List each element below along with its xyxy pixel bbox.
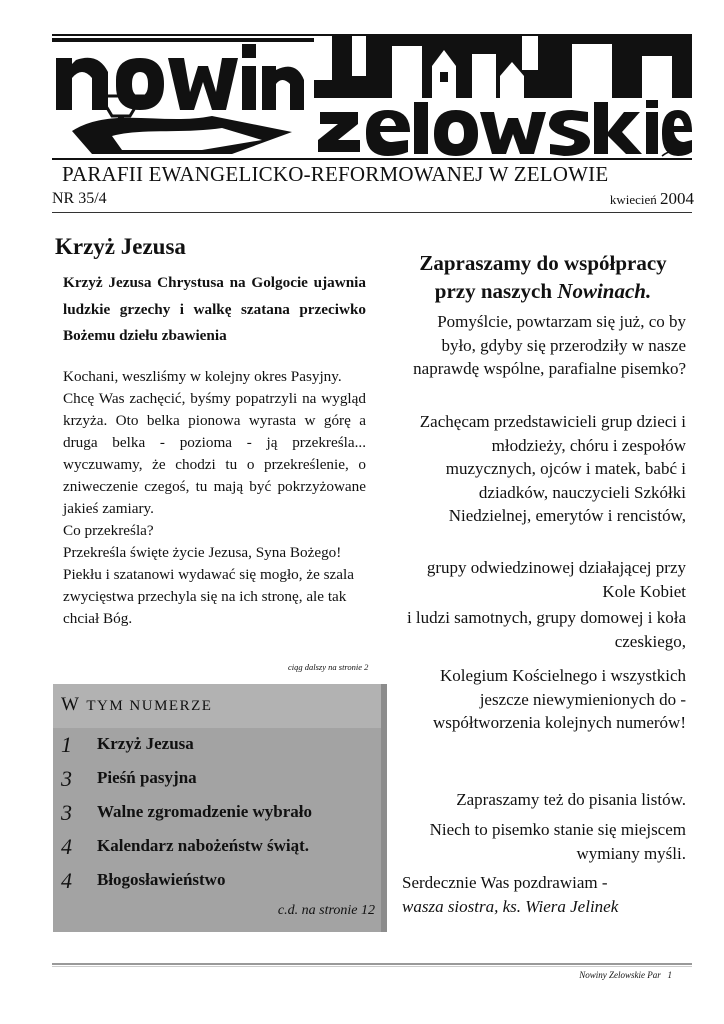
issue-date	[610, 189, 694, 209]
signature: wasza siostra, ks. Wiera Jelinek	[402, 897, 619, 916]
article-paragraph: Przekreśla święte życie Jezusa, Syna Bożego! Piekłu i szatanowi wydawać się mogło, że szala zwycięstwa przechyla się na ich stronę, ale tak chciał Bóg.	[63, 544, 355, 627]
toc-page-number: 3	[61, 766, 72, 791]
footer-rule	[52, 963, 692, 965]
issue-month: kwiecień	[609, 192, 657, 207]
toc-heading-text: TYM NUMERZE	[86, 698, 213, 714]
footer-page: 1	[667, 970, 672, 980]
article-lead: Krzyż Jezusa Chrystusa na Golgocie ujawnia ludzkie grzechy i walkę szatana przeciwko Bożemu dziełu zbawienia	[63, 274, 366, 344]
invite-paragraph: Zapraszamy też do pisania listów.	[456, 790, 686, 809]
toc-item[interactable]	[61, 766, 371, 790]
parish-subtitle: PARAFII EWANGELICKO-REFORMOWANEJ W ZELOWIE	[62, 162, 609, 186]
toc-item-label: Błogosławieństwo	[97, 870, 226, 889]
masthead-bottom-rule	[52, 158, 692, 160]
invite-title-plain: przy naszych	[434, 279, 553, 303]
footer-title: Nowiny Zelowskie Par	[579, 970, 661, 980]
invite-paragraph: Pomyślcie, powtarzam się już, co by było, gdyby się przerodziły w nasze naprawdę wspólne, parafialne pisemko?	[413, 312, 686, 378]
toc-bevel	[381, 684, 387, 932]
toc-item-label: Kalendarz nabożeństw świąt.	[97, 836, 310, 855]
toc-page-number: 4	[61, 834, 72, 859]
footer	[579, 970, 672, 980]
issue-number: NR 35/4	[52, 190, 107, 207]
invite-title	[400, 249, 686, 305]
toc-item[interactable]	[61, 834, 371, 858]
invite-paragraph: Kolegium Kościelnego i wszystkich jeszcze niewymienionych do - współtworzenia kolejnych numerów!	[432, 666, 686, 732]
article-paragraph: Chcę Was zachęcić, byśmy popatrzyli na wygląd krzyża. Oto belka pionowa wyrasta w górę a druga belka - pozioma - ją przekreśla... wyczuwamy, że chodzi tu o przekreślenie, o zniweczenie czegoś, tu mają być pokrzyżowane jakieś zamiary.	[63, 390, 366, 517]
nowiny-zelowskie-logo	[52, 36, 692, 158]
continued-note: ciąg dalszy na stronie 2	[288, 662, 369, 672]
invite-title-italic: Nowinach.	[557, 279, 652, 303]
invite-paragraph: Zachęcam przedstawicieli grup dzieci i młodzieży, chóru i zespołów muzycznych, ojców i matek, babć i dziadków, nauczycieli Szkółki Niedzielnej, emerytów i rencistów,	[419, 412, 686, 525]
toc-item[interactable]	[61, 868, 371, 892]
invite-title-line2	[400, 277, 686, 305]
invite-title-line1: Zapraszamy do współpracy	[419, 251, 667, 275]
toc-page-number: 4	[61, 868, 72, 893]
toc-heading-initial: W	[61, 694, 81, 715]
toc-item[interactable]	[61, 732, 371, 756]
toc-item-label: Krzyż Jezusa	[97, 734, 194, 753]
masthead-logo	[52, 36, 692, 163]
invite-paragraph: i ludzi samotnych, grupy domowej i koła czeskiego,	[406, 608, 686, 651]
toc-page-number: 1	[61, 732, 72, 757]
footer-rule-thin	[52, 966, 692, 967]
article-title: Krzyż Jezusa	[55, 234, 186, 259]
toc-item-label: Walne zgromadzenie wybrało	[97, 802, 312, 821]
toc-item[interactable]	[61, 800, 371, 824]
issue-rule	[52, 212, 692, 213]
issue-year: 2004	[660, 189, 694, 208]
toc-item-label: Pieśń pasyjna	[97, 768, 197, 787]
in-this-issue-box	[53, 684, 387, 932]
article-body	[63, 366, 366, 630]
greeting: Serdecznie Was pozdrawiam -	[402, 873, 608, 892]
article-paragraph: Co przekreśla?	[63, 522, 154, 539]
toc-heading	[61, 694, 212, 716]
article-paragraph: Kochani, weszliśmy w kolejny okres Pasyjny.	[63, 368, 342, 385]
toc-continued-note: c.d. na stronie 12	[277, 903, 375, 918]
invite-paragraph: grupy odwiedzinowej działającej przy Kole Kobiet	[426, 558, 686, 601]
toc-page-number: 3	[61, 800, 72, 825]
invite-paragraph: Niech to pisemko stanie się miejscem wymiany myśli.	[429, 820, 686, 863]
